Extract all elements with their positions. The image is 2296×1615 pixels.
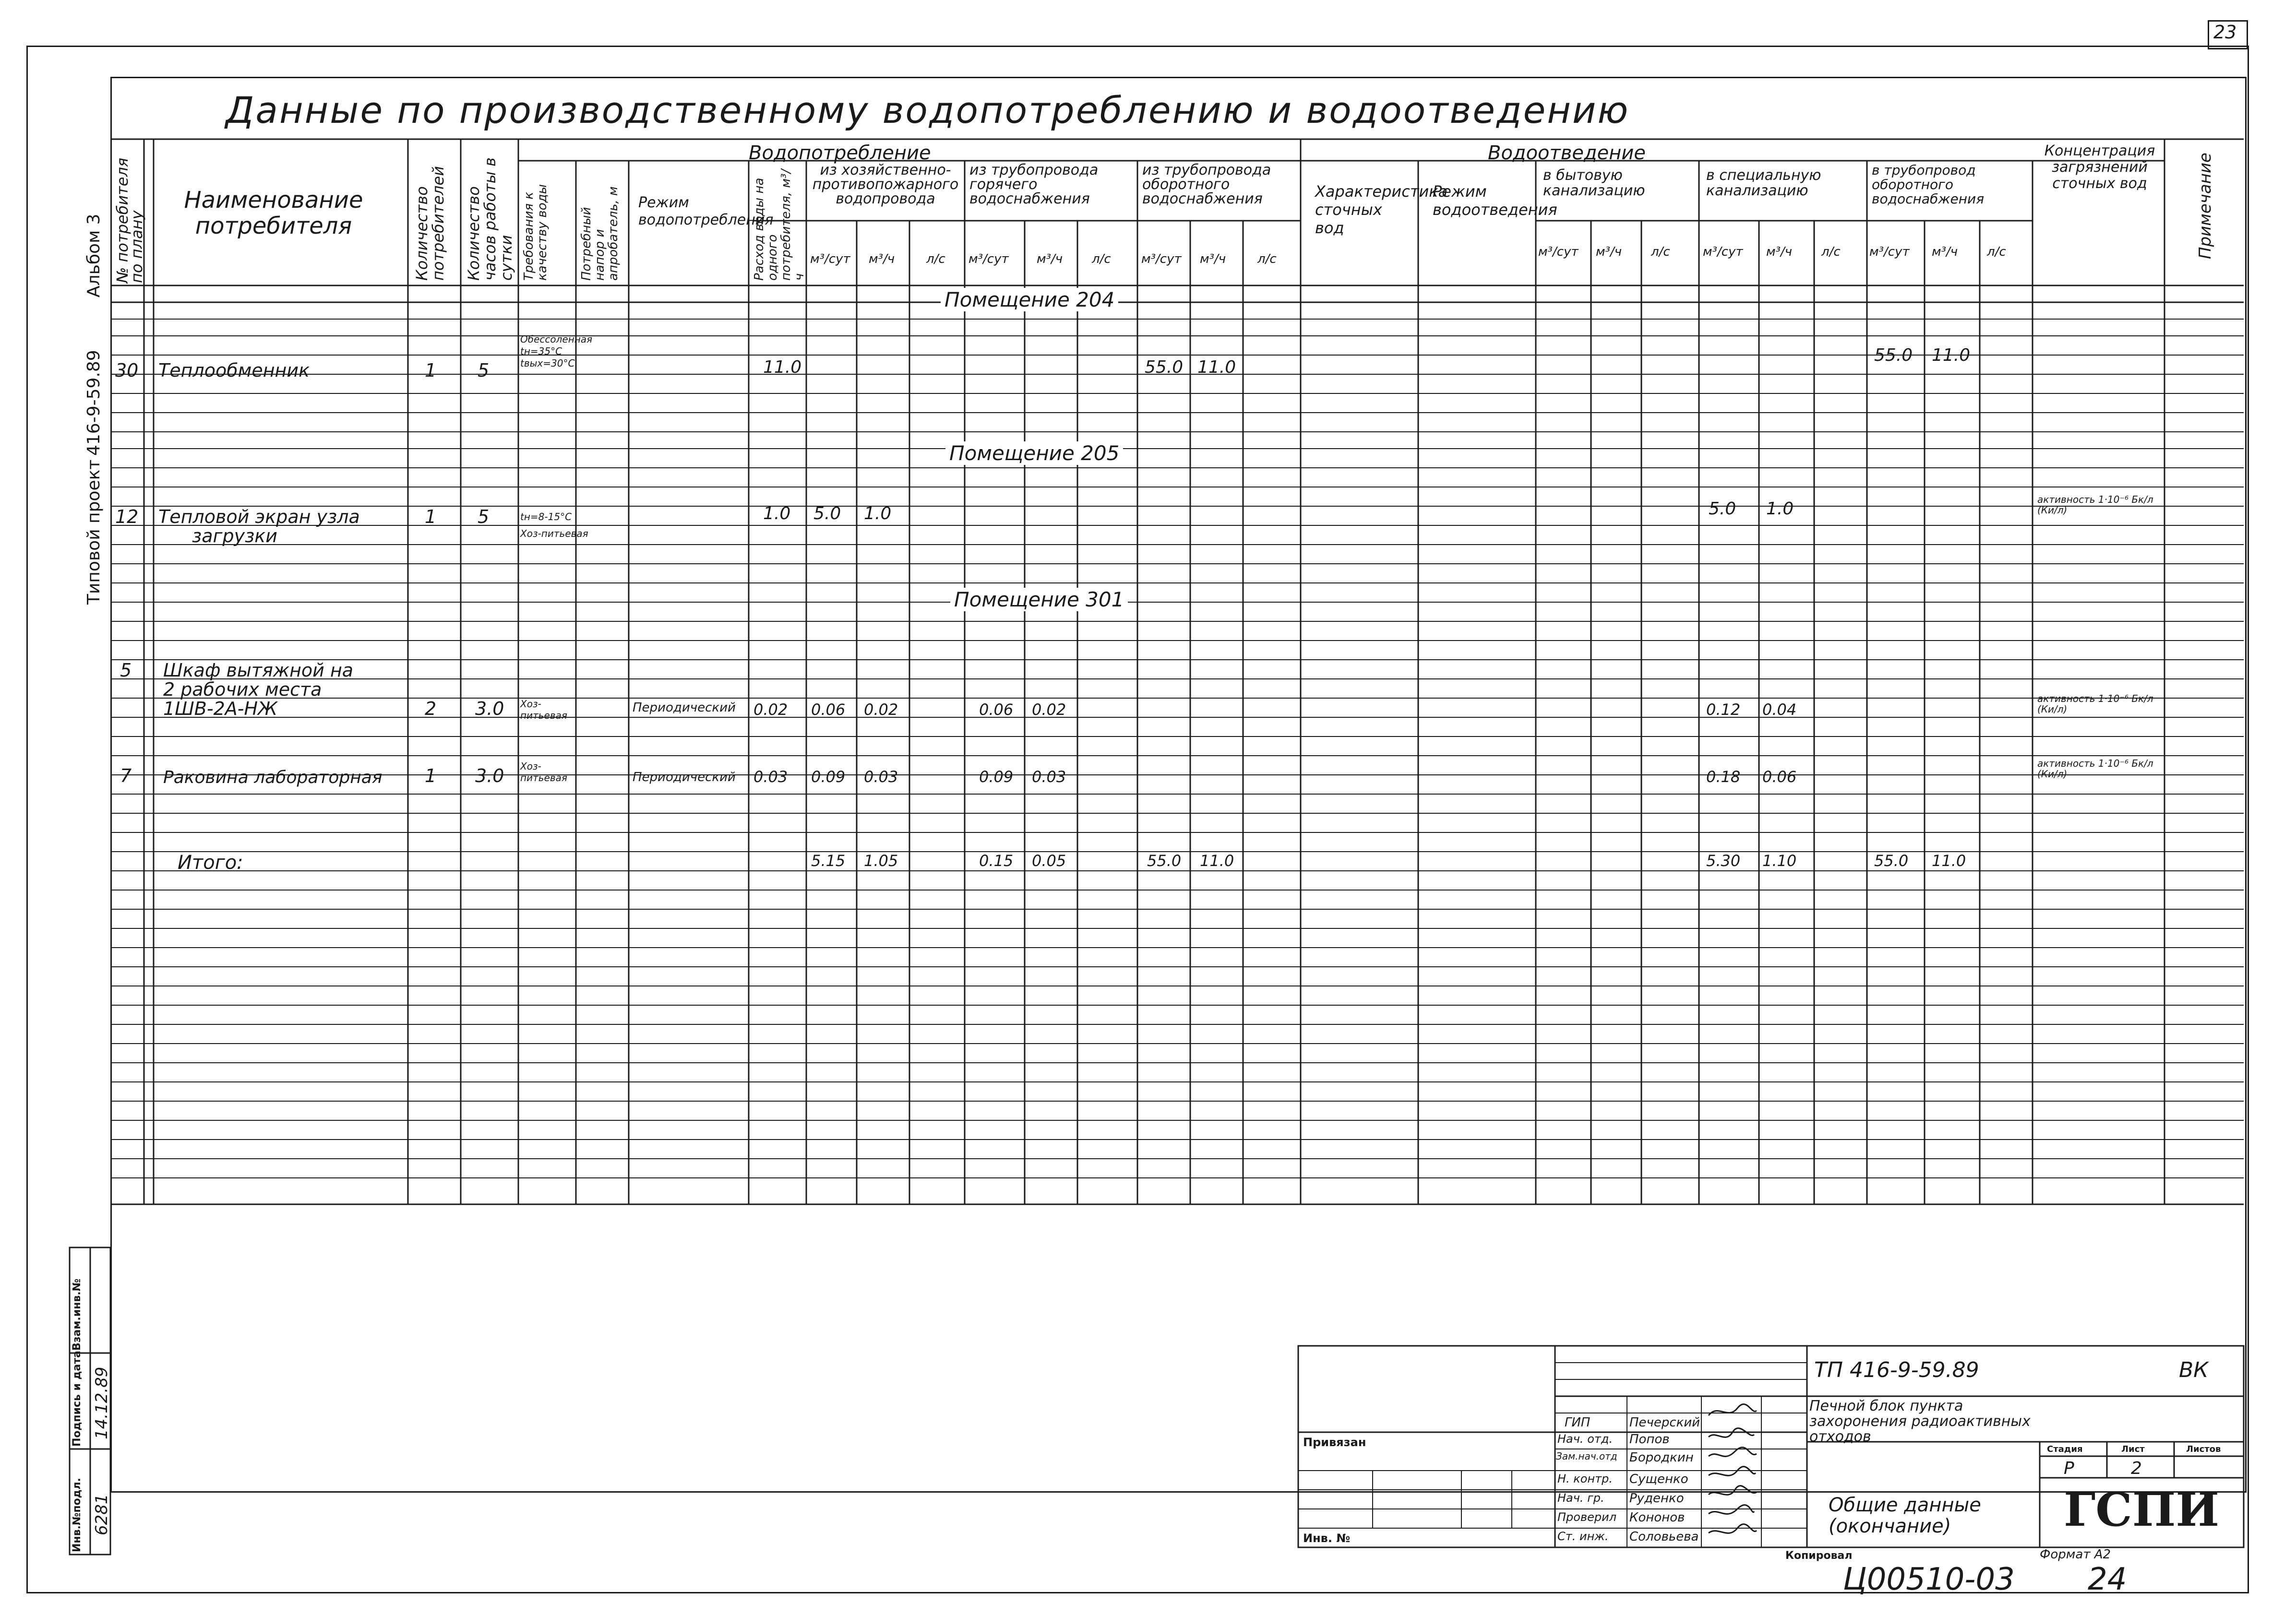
row5-src2-hour: 0.02	[1032, 701, 1066, 719]
col-header-pressure: Потребный напор и апробатель, м	[579, 186, 621, 281]
row12-drain2-day: 5.0	[1709, 499, 1736, 519]
unit-drain1-day: м³/сут	[1538, 245, 1578, 259]
stamp-copied: Копировал	[1785, 1550, 1853, 1562]
col-header-name: Наименование потребителя	[184, 187, 363, 239]
row7-src1-hour: 0.03	[864, 768, 898, 786]
unit-drain1-hour: м³/ч	[1596, 245, 1622, 259]
side-stamp-inv-original: Инв.№подл.	[71, 1478, 83, 1552]
col-header-number: № потребителя по плану	[113, 157, 146, 283]
section-room-205: Помещение 205	[945, 441, 1123, 465]
row12-drain2-hour: 1.0	[1766, 499, 1794, 519]
col-header-drain-char: Характеристика сточных вод	[1315, 182, 1448, 237]
stamp-org: ГСПИ	[2064, 1483, 2220, 1537]
row5-name-line1: Шкаф вытяжной на	[163, 660, 354, 681]
stamp-name-2: Попов	[1629, 1432, 1670, 1447]
col-header-src1: из хозяйственно-противопожарного водопровода	[812, 162, 959, 207]
stamp-role-2: Нач. отд.	[1557, 1432, 1613, 1446]
row5-src1-day: 0.06	[811, 701, 846, 719]
total-src2-hour: 0.05	[1032, 852, 1066, 870]
stamp-format: Формат А2	[2040, 1547, 2111, 1562]
row7-src1-day: 0.09	[811, 768, 846, 786]
row7-number: 7	[120, 765, 132, 786]
stamp-stage-header: Стадия	[2047, 1444, 2083, 1454]
row5-qty: 2	[425, 698, 437, 719]
row30-name: Теплообменник	[158, 360, 310, 381]
row30-src3-hour: 11.0	[1197, 357, 1236, 377]
row30-qty: 1	[425, 360, 437, 381]
row5-hours: 3.0	[475, 698, 504, 719]
col-group-drainage: Водоотведение	[1488, 142, 1646, 164]
total-src3-day: 55.0	[1147, 852, 1182, 870]
signatures	[1704, 1401, 1761, 1545]
unit-src2-day: м³/сут	[969, 252, 1009, 266]
col-header-hours: Количество часов работы в сутки	[465, 157, 515, 281]
stamp-role-7: Ст. инж.	[1557, 1530, 1609, 1543]
row7-req: Хоз-питьевая	[520, 760, 567, 784]
row7-src2-hour: 0.03	[1032, 768, 1066, 786]
stamp-sheets-header: Листов	[2186, 1444, 2221, 1454]
row12-src1-day: 5.0	[813, 504, 841, 523]
total-label: Итого:	[178, 852, 243, 874]
col-header-concentration: Концентрация загрязнений сточных вод	[2044, 142, 2155, 192]
side-stamp-signature-date: Подпись и дата	[71, 1351, 83, 1447]
row12-concentration: активность 1·10⁻⁶ Бк/л (Ки/л)	[2037, 494, 2153, 516]
total-drain3-day: 55.0	[1874, 852, 1909, 870]
row12-hours: 5	[478, 506, 490, 527]
row7-src2-day: 0.09	[979, 768, 1014, 786]
row5-name-line3: 1ШВ-2А-НЖ	[163, 698, 277, 719]
row12-number: 12	[115, 506, 139, 527]
row12-name-line1: Тепловой экран узла	[158, 506, 360, 527]
stamp-object: Печной блок пункта захоронения радиоактивных отходов	[1809, 1398, 2031, 1445]
col-header-drain-special: в специальную канализацию	[1706, 167, 1821, 199]
row5-name-line2: 2 рабочих места	[163, 679, 322, 700]
col-header-drain-return: в трубопровод оборотного водоснабжения	[1872, 162, 1985, 207]
stamp-code: ТП 416-9-59.89	[1814, 1358, 1979, 1382]
row5-src2-day: 0.06	[979, 701, 1014, 719]
row12-req-1: tн=8-15°С	[520, 511, 572, 522]
section-room-204: Помещение 204	[941, 288, 1118, 311]
unit-src3-day: м³/сут	[1141, 252, 1182, 266]
unit-src1-hour: м³/ч	[869, 252, 895, 266]
unit-drain2-day: м³/сут	[1703, 245, 1743, 259]
row7-name: Раковина лабораторная	[163, 768, 383, 787]
stamp-role-5: Нач. гр.	[1557, 1491, 1604, 1505]
unit-drain3-hour: м³/ч	[1932, 245, 1958, 259]
page-title: Данные по производственному водопотреблению и водоотведению	[226, 89, 1630, 131]
stamp-vk: ВК	[2179, 1358, 2209, 1382]
col-header-mode: Режим водопотребления	[638, 194, 774, 228]
row7-drain2-hour: 0.06	[1762, 768, 1797, 786]
row30-req-2: tн=35°С	[520, 345, 562, 357]
col-header-requirements: Требования к качеству воды	[522, 184, 550, 281]
page-number: 24	[2088, 1562, 2127, 1597]
side-stamp-replacement: Взам.инв.№	[71, 1278, 83, 1351]
col-header-src2: из трубопровода горячего водоснабжения	[969, 162, 1099, 207]
row5-concentration: активность 1·10⁻⁶ Бк/л (Ки/л)	[2037, 693, 2153, 715]
stamp-name-5: Руденко	[1629, 1491, 1684, 1506]
stamp-role-1: ГИП	[1565, 1415, 1590, 1430]
margin-album: Альбом 3	[84, 214, 104, 297]
margin-typical-project: Типовой проект	[84, 459, 104, 605]
stamp-role-3: Зам.нач.отд	[1556, 1450, 1617, 1462]
row5-rate: 0.02	[753, 701, 788, 719]
stamp-name-7: Соловьева	[1629, 1530, 1699, 1544]
side-stamp-inv-value: 6281	[92, 1494, 111, 1535]
unit-drain2-hour: м³/ч	[1766, 245, 1793, 259]
row5-req: Хоз-питьевая	[520, 698, 567, 721]
unit-src1-day: м³/сут	[810, 252, 850, 266]
row30-hours: 5	[478, 360, 490, 381]
bottom-code: Ц00510-03	[1843, 1562, 2015, 1597]
stamp-role-4: Н. контр.	[1557, 1472, 1613, 1485]
row5-number: 5	[120, 660, 132, 681]
col-header-note: Примечание	[2196, 153, 2215, 259]
unit-drain3-day: м³/сут	[1869, 245, 1910, 259]
unit-drain1-sec: л/с	[1651, 245, 1670, 259]
total-drain2-day: 5.30	[1706, 852, 1741, 870]
unit-src2-hour: м³/ч	[1037, 252, 1063, 266]
row5-mode: Периодический	[633, 701, 736, 715]
unit-src3-sec: л/с	[1257, 252, 1277, 266]
row7-hours: 3.0	[475, 765, 504, 786]
row7-concentration: активность 1·10⁻⁶ Бк/л (Ки/л)	[2037, 758, 2153, 780]
unit-src2-sec: л/с	[1092, 252, 1111, 266]
row30-drain3-day: 55.0	[1874, 345, 1913, 365]
row30-req-3: tвых=30°С	[520, 357, 575, 369]
row12-rate: 1.0	[763, 504, 791, 523]
stamp-name-4: Сущенко	[1629, 1472, 1688, 1486]
row7-qty: 1	[425, 765, 437, 786]
row5-drain2-hour: 0.04	[1762, 701, 1797, 719]
stamp-name-1: Печерский	[1629, 1415, 1700, 1430]
unit-drain3-sec: л/с	[1987, 245, 2006, 259]
row30-rate: 11.0	[763, 357, 802, 377]
row30-drain3-hour: 11.0	[1932, 345, 1971, 365]
total-drain3-hour: 11.0	[1932, 852, 1966, 870]
stamp-role-6: Проверил	[1557, 1510, 1617, 1524]
col-header-rate: Расход воды на одного потребителя, м³/ч	[752, 169, 807, 281]
col-header-qty: Количество потребителей	[413, 166, 447, 281]
stamp-name-6: Кононов	[1629, 1510, 1685, 1525]
unit-drain2-sec: л/с	[1821, 245, 1841, 259]
row5-src1-hour: 0.02	[864, 701, 898, 719]
row12-src1-hour: 1.0	[864, 504, 892, 523]
col-header-drain-household: в бытовую канализацию	[1543, 167, 1645, 199]
side-stamp-date-value: 14.12.89	[92, 1366, 111, 1439]
total-src3-hour: 11.0	[1200, 852, 1234, 870]
row30-src3-day: 55.0	[1145, 357, 1184, 377]
unit-src1-sec: л/с	[926, 252, 945, 266]
stamp-sheet: 2	[2131, 1459, 2142, 1478]
col-group-consumption: Водопотребление	[749, 142, 931, 164]
row7-rate: 0.03	[753, 768, 788, 786]
stamp-sheet-header: Лист	[2121, 1444, 2145, 1454]
row30-number: 30	[115, 360, 139, 381]
row12-name-line2: загрузки	[192, 525, 277, 546]
margin-project-code: 416-9-59.89	[84, 350, 104, 456]
row12-req-2: Хоз-питьевая	[520, 528, 588, 539]
row5-drain2-day: 0.12	[1706, 701, 1741, 719]
stamp-inv: Инв. №	[1303, 1532, 1351, 1545]
unit-src3-hour: м³/ч	[1200, 252, 1226, 266]
total-src2-day: 0.15	[979, 852, 1014, 870]
stamp-name-3: Бородкин	[1629, 1450, 1694, 1465]
row7-drain2-day: 0.18	[1706, 768, 1741, 786]
col-header-drain-mode: Режим водоотведения	[1433, 182, 1557, 219]
stamp-privyazan: Привязан	[1303, 1436, 1366, 1449]
row12-qty: 1	[425, 506, 437, 527]
row30-req-1: Обессоленная	[520, 333, 593, 345]
section-room-301: Помещение 301	[950, 588, 1128, 611]
sheet-number-top: 23	[2213, 22, 2237, 43]
stamp-sheet-title: Общие данные (окончание)	[1829, 1494, 1981, 1537]
stamp-stage: Р	[2064, 1459, 2074, 1478]
total-drain2-hour: 1.10	[1762, 852, 1797, 870]
col-header-src3: из трубопровода оборотного водоснабжения	[1142, 162, 1271, 207]
total-src1-hour: 1.05	[864, 852, 898, 870]
total-src1-day: 5.15	[811, 852, 846, 870]
row7-mode: Периодический	[633, 770, 736, 784]
